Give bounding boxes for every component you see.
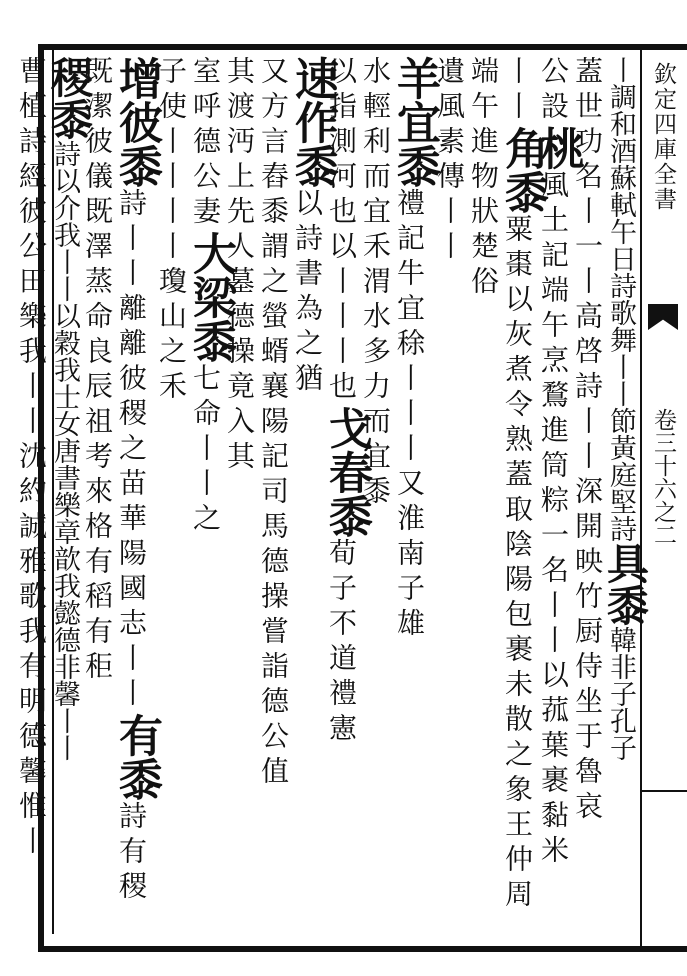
body-text: 端午進物狀楚俗: [467, 56, 500, 301]
book-title: 欽定四庫全書: [650, 62, 676, 212]
body-text: 子使丨丨丨: [155, 56, 188, 231]
text-column: [14, 56, 50, 926]
text-column: [287, 56, 338, 926]
entry-heading: 增彼黍: [111, 56, 162, 188]
body-text: 丨調和酒蘇軾午日詩歌舞丨丨節黃庭堅詩: [605, 56, 636, 542]
body-text: 荀子不道禮憲: [325, 538, 358, 748]
text-column: [80, 56, 116, 926]
body-text: 既潔彼儀既澤蒸命良辰祖考來格: [81, 56, 114, 546]
body-text: 七命丨丨之: [189, 363, 222, 538]
margin-divider: [640, 790, 687, 792]
body-text: 詩以介我丨丨以穀我士女唐書樂章歆我懿德非馨丨丨: [49, 140, 80, 761]
body-text: 風土記端午烹鶩進筒粽一名丨丨以菰葉裹黏米: [537, 170, 570, 870]
text-column: [222, 56, 258, 926]
body-text: 詩丨丨離離彼稷之苗華陽國志丨丨: [115, 188, 148, 713]
entry-heading: 角黍: [497, 126, 548, 214]
entry-heading: 羊宜黍: [389, 56, 440, 188]
body-text: 丨丨: [501, 56, 534, 126]
body-text: 遺風素傳丨丨: [433, 56, 466, 266]
body-text: 粟棗以灰煮令熟蓋取陰陽包裹未散之象王仲周: [501, 214, 534, 914]
body-text: 詩有稷: [115, 801, 148, 906]
body-text: 又方言舂黍謂之螢蝑: [257, 56, 290, 371]
text-column: [466, 56, 502, 926]
text-column: [497, 56, 548, 926]
entry-heading: 戈春黍: [321, 406, 372, 538]
body-text: 丨瓊山之禾: [155, 231, 188, 406]
body-text: 公設: [537, 56, 570, 126]
body-text: 禮記牛宜稌丨丨丨又淮南子雄: [393, 188, 426, 643]
body-text: 韓非子孔子: [605, 626, 636, 761]
text-column: [601, 56, 650, 926]
text-column: [256, 56, 292, 926]
text-column: [389, 56, 440, 926]
entry-heading: 具黍: [601, 542, 650, 626]
text-column: [570, 56, 606, 926]
entry-heading: 稷黍: [45, 56, 94, 140]
body-text: 水輕利而宜禾渭水多力而宜黍: [359, 56, 392, 511]
entry-heading: 桃: [533, 126, 584, 170]
text-column: [185, 56, 236, 926]
body-text: 蓋世功名丨一丨高啓詩丨丨深開映竹厨: [571, 56, 604, 651]
body-text: 以指測河也以丨丨丨也: [325, 56, 358, 406]
volume-label: 卷三十六之二: [650, 408, 676, 546]
body-text: 以詩書為之猶: [291, 188, 324, 398]
entry-heading: 速作黍: [287, 56, 338, 188]
body-text: 曹植詩經彼公田樂我丨丨沈約誠雅歌我有明德馨惟丨: [15, 56, 48, 861]
entry-heading: 大梁黍: [185, 231, 236, 363]
body-text: 室呼德公妻: [189, 56, 222, 231]
body-text: 侍坐于魯哀: [571, 651, 604, 826]
entry-heading: 有黍: [111, 713, 162, 801]
text-column: [111, 56, 162, 926]
body-text: 其渡沔上先人墓德操竟入其: [223, 56, 256, 476]
body-text: 有稻有秬: [81, 546, 114, 686]
body-text: 襄陽記司馬德操嘗詣德公值: [257, 371, 290, 791]
text-column: [45, 56, 94, 926]
